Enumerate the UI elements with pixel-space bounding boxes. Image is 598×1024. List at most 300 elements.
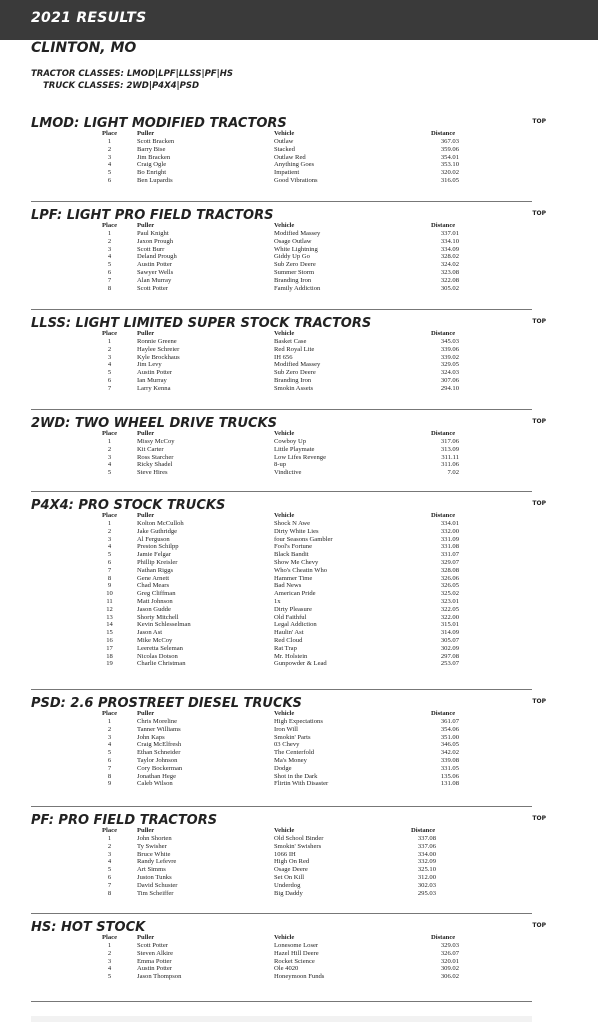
section-title: P4X4: PRO STOCK TRUCKS [31,498,226,513]
distance-cell: 339.08 [440,756,459,764]
place-cell: 1 [107,520,112,527]
section-divider [31,913,532,914]
puller-cell: Jim Bracken [137,153,171,161]
table-header [31,430,532,438]
distance-cell: 337.06 [417,842,436,850]
column-header-place: Place [101,934,117,941]
table-row [31,645,532,653]
vehicle-cell: Rocket Science [274,957,315,965]
results-table [31,222,532,292]
section-divider [31,1001,532,1002]
column-header-place: Place [101,710,117,717]
distance-cell: 328.08 [440,566,459,574]
puller-cell: Haylee Schreier [137,345,180,353]
puller-cell: Chris Moreline [137,718,178,725]
puller-cell: Austin Potter [137,965,172,973]
table-row [31,154,532,162]
results-section [31,208,546,298]
back-to-top-link[interactable]: TOP [532,815,546,822]
results-section [31,316,546,406]
vehicle-cell: Outlaw [274,138,294,145]
section-divider [31,806,532,807]
place-cell: 7 [107,764,112,772]
puller-cell: Kyle Brockhaus [137,353,180,361]
place-cell: 14 [106,621,113,629]
puller-cell: Tanner Williams [137,725,181,733]
vehicle-cell: Stacked [274,145,295,153]
table-row [31,377,532,385]
column-header-distance: Distance [431,130,456,137]
table-row [31,835,532,843]
distance-cell: 339.02 [440,353,459,361]
puller-cell: Art Simms [137,866,166,874]
place-cell: 2 [107,345,112,353]
table-row [31,874,532,882]
column-header-place: Place [101,222,117,229]
table-row [31,269,532,277]
puller-cell: Nathan Riggs [137,566,174,574]
vehicle-cell: Hammer Time [274,574,313,582]
table-row [31,169,532,177]
header-bar [0,0,598,40]
vehicle-cell: Dirty Pleasure [274,605,312,613]
table-row [31,230,532,238]
puller-cell: Ty Swisher [137,842,167,850]
place-cell: 4 [107,543,112,551]
distance-cell: 326.06 [440,574,459,582]
column-header-place: Place [101,330,117,337]
place-cell: 8 [107,889,112,897]
place-cell: 3 [107,733,112,741]
place-cell: 15 [106,629,113,637]
table-header [31,330,532,338]
distance-cell: 351.00 [440,733,459,741]
table-row [31,161,532,169]
puller-cell: Missy McCoy [137,438,175,445]
column-header-vehicle: Vehicle [274,430,295,437]
place-cell: 6 [107,756,112,764]
results-table [31,512,532,668]
puller-cell: John Kaps [137,733,165,741]
puller-cell: Steven Alkire [137,949,174,957]
column-header-puller: Puller [137,330,155,337]
place-cell: 4 [107,741,112,749]
vehicle-cell: 1x [274,597,281,605]
puller-cell: Ronnie Greene [137,338,177,345]
section-divider [31,201,532,202]
vehicle-cell: Modified Massey [274,230,321,237]
vehicle-cell: Old Faithful [274,613,307,621]
vehicle-cell: Rat Trap [274,644,297,652]
place-cell: 7 [107,881,112,889]
column-header-vehicle: Vehicle [274,934,295,941]
puller-cell: Ethan Schneider [137,749,181,757]
puller-cell: Steve Hires [137,469,168,477]
vehicle-cell: Legal Addiction [274,621,317,629]
puller-cell: Juston Tunks [137,873,172,881]
table-row [31,866,532,874]
puller-cell: Caleb Wilson [137,780,173,788]
table-row [31,726,532,734]
distance-cell: 332.00 [440,527,459,535]
table-row [31,461,532,469]
column-header-puller: Puller [137,430,155,437]
place-cell: 13 [106,613,113,621]
vehicle-cell: Show Me Chevy [274,558,319,566]
puller-cell: Kolton McCulloh [137,520,184,527]
distance-cell: 359.06 [440,145,459,153]
table-row [31,354,532,362]
table-row [31,469,532,477]
table-header [31,827,532,835]
table-row [31,528,532,536]
place-cell: 8 [107,772,112,780]
puller-cell: Austin Potter [137,369,172,377]
distance-cell: 331.05 [440,764,459,772]
column-header-distance: Distance [431,512,456,519]
results-table [31,430,532,477]
back-to-top-link[interactable]: TOP [532,210,546,217]
place-cell: 2 [107,949,112,957]
vehicle-cell: Lonesome Loser [274,942,319,949]
place-cell: 5 [107,973,112,981]
distance-cell: 295.03 [417,889,436,897]
distance-cell: 302.03 [417,881,436,889]
vehicle-cell: Black Bandit [274,551,309,559]
table-row [31,177,532,185]
section-divider [31,491,532,492]
section-title: PSD: 2.6 PROSTREET DIESEL TRUCKS [31,696,302,711]
vehicle-cell: Bad News [274,582,302,590]
table-row [31,551,532,559]
place-cell: 16 [106,636,113,644]
table-row [31,637,532,645]
place-cell: 5 [107,169,112,177]
vehicle-cell: Iron Will [274,725,298,733]
vehicle-cell: Red Cloud [274,636,303,644]
puller-cell: Al Ferguson [137,535,170,543]
distance-cell: 353.10 [440,161,459,169]
puller-cell: Jaxon Prough [137,237,174,245]
place-cell: 5 [107,369,112,377]
distance-cell: 311.11 [441,453,459,461]
vehicle-cell: Outlaw Red [274,153,306,161]
puller-cell: Bruce White [137,850,171,858]
distance-cell: 316.05 [440,176,459,184]
column-header-distance: Distance [431,934,456,941]
place-cell: 3 [107,245,112,253]
place-cell: 5 [107,261,112,269]
place-cell: 1 [107,718,112,725]
distance-cell: 342.02 [440,749,459,757]
place-cell: 19 [106,660,113,668]
puller-cell: Jonathan Hege [137,772,176,780]
column-header-place: Place [101,827,117,834]
table-row [31,598,532,606]
distance-cell: 324.02 [440,261,459,269]
column-header-distance: Distance [431,330,456,337]
table-row [31,734,532,742]
vehicle-cell: Sub Zero Deere [274,369,316,377]
section-title: PF: PRO FIELD TRACTORS [31,813,218,828]
distance-cell: 345.03 [440,338,459,345]
column-header-place: Place [101,130,117,137]
place-cell: 4 [107,461,112,469]
distance-cell: 334.10 [440,237,459,245]
vehicle-cell: 1066 IH [274,850,296,858]
puller-cell: Alan Murray [137,276,172,284]
table-row [31,346,532,354]
column-header-puller: Puller [137,512,155,519]
place-cell: 9 [107,780,112,788]
place-cell: 6 [107,176,112,184]
distance-cell: 323.08 [440,268,459,276]
vehicle-cell: Giddy Up Go [274,253,310,261]
distance-cell: 334.00 [417,850,436,858]
table-row [31,590,532,598]
puller-cell: Barry Bise [137,145,166,153]
vehicle-cell: four Seasons Gambler [274,535,333,543]
results-section [31,498,546,668]
puller-cell: Ross Starcher [137,453,174,461]
column-header-place: Place [101,430,117,437]
column-header-vehicle: Vehicle [274,130,295,137]
distance-cell: 334.01 [440,520,459,527]
puller-cell: Randy Lefevre [137,858,177,866]
table-row [31,543,532,551]
column-header-puller: Puller [137,130,155,137]
puller-cell: Craig McElfresh [137,741,182,749]
table-header [31,934,532,942]
table-row [31,653,532,661]
puller-cell: Leeretta Seleman [137,644,183,652]
place-cell: 1 [107,835,112,842]
distance-cell: 313.09 [440,445,459,453]
vehicle-cell: Who's Cheatin Who [274,566,328,574]
results-section [31,920,546,1010]
column-header-puller: Puller [137,827,155,834]
distance-cell: 253.07 [440,660,459,668]
puller-cell: Paul Knight [137,230,169,237]
section-divider [31,689,532,690]
distance-cell: 314.09 [440,629,459,637]
place-cell: 2 [107,527,112,535]
distance-cell: 328.02 [440,253,459,261]
place-cell: 8 [107,574,112,582]
tractor-classes: TRACTOR CLASSES: LMOD|LPF|LLSS|PF|HS [31,69,233,79]
distance-cell: 331.08 [440,543,459,551]
table-row [31,780,532,788]
table-row [31,361,532,369]
place-cell: 6 [107,268,112,276]
column-header-vehicle: Vehicle [274,222,295,229]
distance-cell: 331.09 [440,535,459,543]
table-row [31,261,532,269]
back-to-top-link[interactable]: TOP [532,500,546,507]
vehicle-cell: Mr. Holstein [274,652,308,660]
distance-cell: 325.02 [440,590,459,598]
table-row [31,621,532,629]
table-header [31,512,532,520]
puller-cell: Craig Ogle [137,161,167,169]
distance-cell: 346.05 [440,741,459,749]
back-to-top-link[interactable]: TOP [532,922,546,929]
table-row [31,446,532,454]
puller-cell: Austin Potter [137,261,172,269]
puller-cell: Deland Prough [137,253,177,261]
table-row [31,246,532,254]
section-divider [31,309,532,310]
vehicle-cell: Dirty White Lies [274,527,319,535]
distance-cell: 367.03 [440,138,459,145]
distance-cell: 320.02 [440,169,459,177]
vehicle-cell: Good Vibrations [274,176,318,184]
table-row [31,520,532,528]
footer-fade [31,1016,532,1022]
table-row [31,536,532,544]
puller-cell: John Shorten [137,835,172,842]
puller-cell: Jason Gudde [137,605,171,613]
distance-cell: 320.01 [440,957,459,965]
distance-cell: 315.01 [440,621,459,629]
place-cell: 10 [106,590,113,598]
vehicle-cell: Underdog [274,881,301,889]
vehicle-cell: Summer Storm [274,268,315,276]
distance-cell: 337.08 [417,835,436,842]
puller-cell: Scott Burr [137,245,165,253]
place-cell: 4 [107,858,112,866]
distance-cell: 322.08 [440,276,459,284]
vehicle-cell: Anything Goes [274,161,315,169]
place-cell: 7 [107,276,112,284]
place-cell: 1 [107,338,112,345]
table-row [31,718,532,726]
distance-cell: 311.06 [441,461,459,469]
results-section [31,696,546,788]
place-cell: 5 [107,551,112,559]
place-cell: 2 [107,145,112,153]
back-to-top-link[interactable]: TOP [532,118,546,125]
results-table [31,934,532,981]
distance-cell: 326.07 [440,949,459,957]
column-header-vehicle: Vehicle [274,330,295,337]
table-header [31,130,532,138]
vehicle-cell: Dodge [274,764,292,772]
place-cell: 2 [107,725,112,733]
vehicle-cell: Ole 4020 [274,965,299,973]
table-row [31,965,532,973]
vehicle-cell: Flirtin With Disaster [274,780,329,788]
place-cell: 4 [107,253,112,261]
table-row [31,858,532,866]
puller-cell: Jason Ast [137,629,163,637]
place-cell: 6 [107,376,112,384]
distance-cell: 317.06 [440,438,459,445]
vehicle-cell: Red Royal Lite [274,345,315,353]
vehicle-cell: High Expectations [274,718,323,725]
table-row [31,757,532,765]
puller-cell: Larry Kenna [137,384,171,392]
table-row [31,882,532,890]
puller-cell: Nicolas Dotson [137,652,178,660]
truck-classes: TRUCK CLASSES: 2WD|P4X4|PSD [43,81,200,91]
back-to-top-link[interactable]: TOP [532,318,546,325]
column-header-vehicle: Vehicle [274,710,295,717]
puller-cell: Taylor Johnson [137,756,178,764]
place-cell: 3 [107,957,112,965]
vehicle-cell: Low Lifes Revenge [274,453,326,461]
table-row [31,958,532,966]
section-title: 2WD: TWO WHEEL DRIVE TRUCKS [31,416,277,431]
place-cell: 17 [106,644,113,652]
distance-cell: 354.01 [440,153,459,161]
puller-cell: Scott Potter [137,942,168,949]
vehicle-cell: Ma's Money [274,756,307,764]
puller-cell: Mike McCoy [137,636,173,644]
table-row [31,942,532,950]
back-to-top-link[interactable]: TOP [532,698,546,705]
place-cell: 2 [107,842,112,850]
puller-cell: Shorty Mitchell [137,613,179,621]
place-cell: 5 [107,866,112,874]
place-cell: 5 [107,469,112,477]
table-header [31,222,532,230]
distance-cell: 354.06 [440,725,459,733]
puller-cell: Jason Thompson [137,973,182,981]
section-divider [31,409,532,410]
results-table [31,710,532,788]
section-title: LPF: LIGHT PRO FIELD TRACTORS [31,208,274,223]
place-cell: 11 [106,597,113,605]
distance-cell: 331.07 [440,551,459,559]
results-table [31,130,532,185]
table-row [31,338,532,346]
table-row [31,285,532,293]
vehicle-cell: IH 656 [274,353,293,361]
section-title: HS: HOT STOCK [31,920,146,935]
puller-cell: Chad Mears [137,582,170,590]
place-cell: 12 [106,605,113,613]
results-section [31,813,546,903]
distance-cell: 323.01 [440,597,459,605]
vehicle-cell: Vindictive [274,469,302,477]
place-cell: 6 [107,558,112,566]
vehicle-cell: Family Addiction [274,284,321,292]
table-row [31,277,532,285]
puller-cell: Ian Murray [137,376,167,384]
table-row [31,146,532,154]
puller-cell: Scott Potter [137,284,168,292]
table-row [31,765,532,773]
back-to-top-link[interactable]: TOP [532,418,546,425]
distance-cell: 131.08 [440,780,459,788]
puller-cell: Jake Guthridge [137,527,178,535]
puller-cell: David Schuster [137,881,178,889]
table-row [31,843,532,851]
place-cell: 7 [107,384,112,392]
table-row [31,582,532,590]
vehicle-cell: Impatient [274,169,300,177]
vehicle-cell: Shock N Awe [274,520,311,527]
place-cell: 3 [107,453,112,461]
section-title: LLSS: LIGHT LIMITED SUPER STOCK TRACTORS [31,316,372,331]
puller-cell: Kevin Schlesselman [137,621,191,629]
distance-cell: 305.02 [440,284,459,292]
vehicle-cell: American Pride [274,590,316,598]
table-row [31,385,532,393]
puller-cell: Tim Scheiffer [137,889,174,897]
place-cell: 3 [107,153,112,161]
